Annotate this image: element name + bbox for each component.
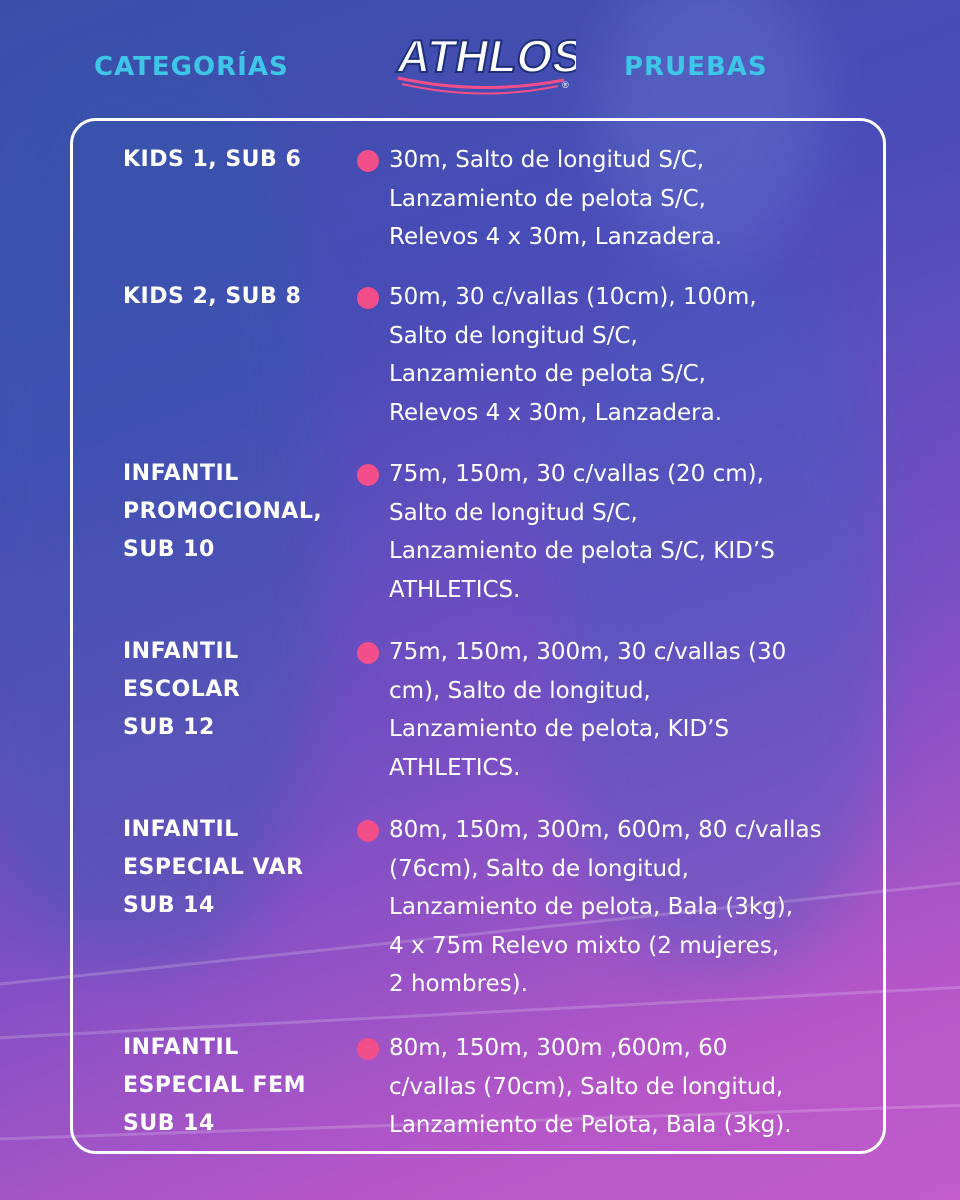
event-line: ATHLETICS.	[389, 754, 521, 781]
bullet-icon	[357, 1038, 379, 1060]
svg-text:ATHLOS: ATHLOS	[393, 30, 576, 82]
bullet-icon	[357, 287, 379, 309]
category-line: KIDS 1, SUB 6	[123, 147, 302, 172]
event-line: ATHLETICS.	[389, 576, 521, 603]
category-line: ESCOLAR	[123, 677, 241, 702]
event-line: Salto de longitud S/C,	[389, 322, 638, 349]
event-line: (76cm), Salto de longitud,	[389, 855, 689, 882]
category-label	[123, 1029, 353, 1143]
events-text	[389, 278, 869, 432]
category-line: INFANTIL	[123, 639, 239, 664]
event-line: 30m, Salto de longitud S/C,	[389, 147, 705, 173]
pruebas-header: PRUEBAS	[624, 52, 768, 82]
event-line: 80m, 150m, 300m ,600m, 60	[389, 1035, 728, 1061]
category-line: ESPECIAL FEM	[123, 1073, 307, 1098]
svg-text:®: ®	[562, 80, 569, 90]
category-line: SUB 14	[123, 893, 215, 918]
category-label	[123, 633, 353, 747]
category-label	[123, 811, 353, 925]
bullet-icon	[357, 464, 379, 486]
events-text	[389, 141, 869, 257]
category-line: ESPECIAL VAR	[123, 855, 304, 880]
bullet-icon	[357, 150, 379, 172]
category-line: SUB 10	[123, 537, 215, 562]
event-line: Lanzamiento de pelota S/C, KID’S	[389, 538, 775, 564]
bullet-icon	[357, 820, 379, 842]
event-line: Salto de longitud S/C,	[389, 499, 638, 526]
category-label	[123, 278, 353, 316]
categories-panel	[70, 118, 886, 1154]
event-line: Relevos 4 x 30m, Lanzadera.	[389, 224, 723, 250]
event-line: 75m, 150m, 30 c/vallas (20 cm),	[389, 461, 764, 487]
category-line: PROMOCIONAL,	[123, 499, 323, 524]
category-line: KIDS 2, SUB 8	[123, 284, 302, 309]
category-label	[123, 455, 353, 569]
event-line: 80m, 150m, 300m, 600m, 80 c/vallas	[389, 817, 822, 843]
event-line: 2 hombres).	[389, 971, 528, 997]
category-line: SUB 14	[123, 1111, 215, 1136]
event-line: cm), Salto de longitud,	[389, 677, 651, 704]
category-line: INFANTIL	[123, 461, 239, 486]
categorias-header: CATEGORÍAS	[94, 52, 289, 82]
event-line: 75m, 150m, 300m, 30 c/vallas (30	[389, 639, 787, 665]
events-text	[389, 1029, 869, 1145]
category-line: INFANTIL	[123, 817, 239, 842]
event-line: Lanzamiento de pelota S/C,	[389, 361, 706, 387]
events-text	[389, 455, 869, 609]
event-line: 4 x 75m Relevo mixto (2 mujeres,	[389, 932, 780, 959]
category-line: SUB 12	[123, 715, 215, 740]
event-line: Lanzamiento de pelota, Bala (3kg),	[389, 894, 794, 920]
category-label	[123, 141, 353, 179]
event-line: Relevos 4 x 30m, Lanzadera.	[389, 399, 723, 426]
athlos-logo	[386, 22, 576, 102]
event-line: 50m, 30 c/vallas (10cm), 100m,	[389, 284, 757, 310]
bullet-icon	[357, 642, 379, 664]
events-text	[389, 633, 869, 787]
event-line: Lanzamiento de pelota S/C,	[389, 185, 706, 212]
category-line: INFANTIL	[123, 1035, 239, 1060]
event-line: c/vallas (70cm), Salto de longitud,	[389, 1073, 784, 1100]
events-text	[389, 811, 869, 1004]
event-line: Lanzamiento de pelota, KID’S	[389, 716, 730, 742]
event-line: Lanzamiento de Pelota, Bala (3kg).	[389, 1112, 792, 1138]
